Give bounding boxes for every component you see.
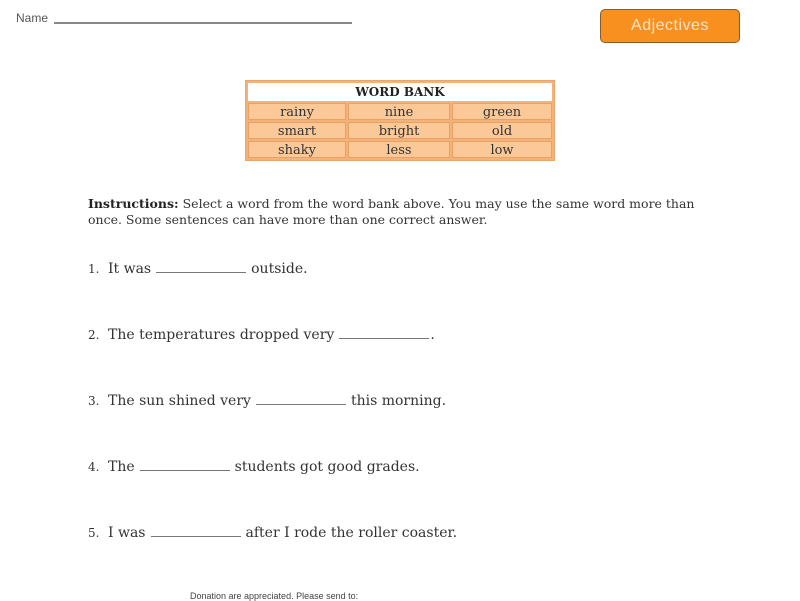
answer-blank[interactable] [156, 271, 246, 273]
question-text-after: this morning. [350, 393, 447, 409]
word-bank-cell: rainy [248, 103, 346, 120]
name-label: Name [16, 11, 49, 25]
question-text-after: . [430, 327, 435, 343]
instructions [88, 196, 708, 228]
name-field-row [16, 11, 352, 25]
question-number: 1. [88, 262, 100, 276]
word-bank-cell: old [452, 122, 552, 139]
question-text-before: The sun shined very [108, 393, 251, 409]
word-bank-cell: shaky [248, 141, 346, 158]
word-bank-cell: bright [348, 122, 450, 139]
instructions-label: Instructions: [88, 196, 179, 211]
question-text-after: students got good grades. [234, 459, 420, 475]
worksheet-title: Adjectives [631, 17, 709, 34]
word-bank [245, 80, 555, 161]
name-input-line[interactable] [54, 22, 352, 24]
word-bank-cell: low [452, 141, 552, 158]
word-bank-cell: smart [248, 122, 346, 139]
instructions-text: Select a word from the word bank above. You may use the same word more than once. Some sentences can have more than one correct answer. [88, 196, 695, 227]
question-number: 5. [88, 526, 100, 540]
question-1 [88, 261, 308, 277]
question-text-before: It was [108, 261, 152, 277]
question-number: 3. [88, 394, 100, 408]
donation-note: Donation are appreciated. Please send to: [190, 591, 359, 601]
question-number: 4. [88, 460, 100, 474]
word-bank-cell: nine [348, 103, 450, 120]
word-bank-cell: less [348, 141, 450, 158]
answer-blank[interactable] [256, 403, 346, 405]
word-bank-title: WORD BANK [248, 83, 552, 101]
question-text-before: The temperatures dropped very [108, 327, 335, 343]
question-text-before: The [108, 459, 135, 475]
question-4 [88, 459, 420, 475]
question-3 [88, 393, 446, 409]
word-bank-cell: green [452, 103, 552, 120]
word-bank-grid [248, 103, 552, 158]
question-2 [88, 327, 435, 343]
answer-blank[interactable] [339, 337, 429, 339]
question-5 [88, 525, 457, 541]
question-text-after: outside. [251, 261, 308, 277]
question-text-before: I was [108, 525, 146, 541]
question-number: 2. [88, 328, 100, 342]
answer-blank[interactable] [140, 469, 230, 471]
question-text-after: after I rode the roller coaster. [245, 525, 458, 541]
worksheet-title-badge [600, 9, 740, 43]
answer-blank[interactable] [151, 535, 241, 537]
